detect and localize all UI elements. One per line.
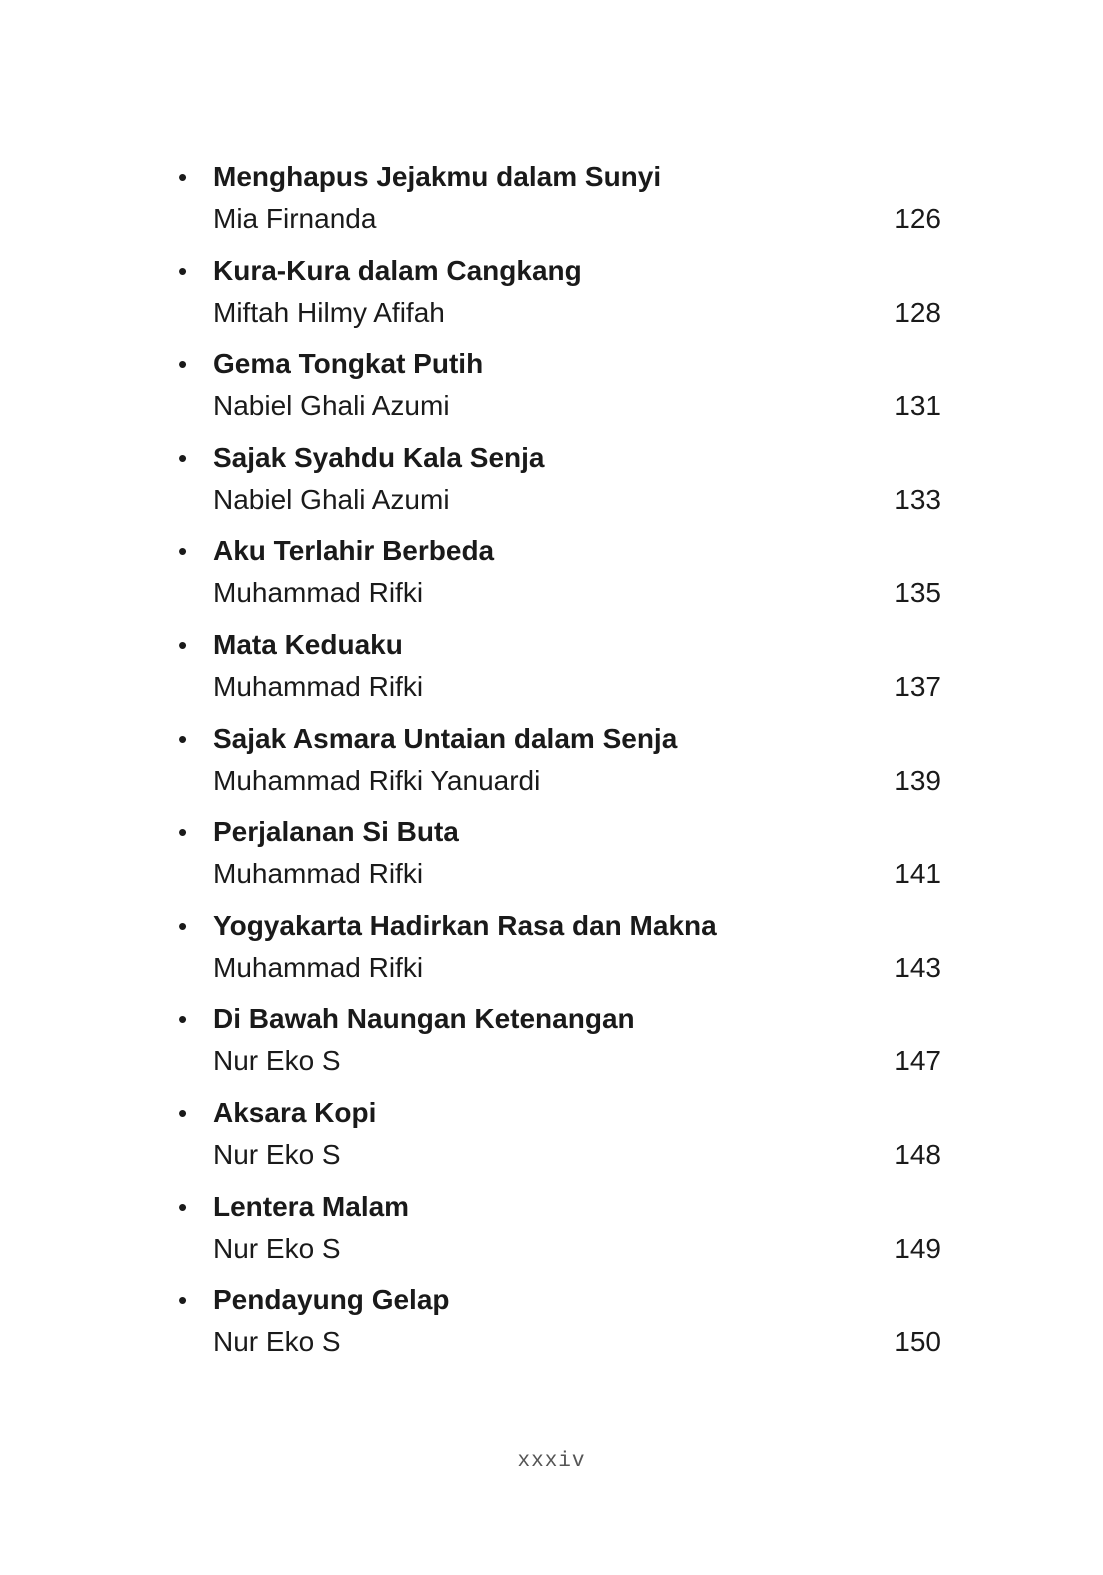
entry-title: Pendayung Gelap <box>213 1284 450 1316</box>
bullet-icon: • <box>178 536 188 567</box>
toc-entry <box>0 624 1103 718</box>
bullet-icon: • <box>178 910 188 941</box>
entry-title: Menghapus Jejakmu dalam Sunyi <box>213 161 662 192</box>
entry-page-number: 148 <box>894 1138 941 1170</box>
toc-entry <box>0 811 1103 905</box>
bullet-icon: • <box>178 1191 188 1222</box>
bullet-icon: • <box>178 162 188 192</box>
entry-author: Muhammad Rifki <box>213 951 424 983</box>
entry-author: Muhammad Rifki Yanuardi <box>213 764 541 796</box>
toc-entry <box>0 250 1103 344</box>
entry-page-number: 133 <box>894 483 941 515</box>
entry-title: Sajak Syahdu Kala Senja <box>213 441 545 473</box>
entry-author: Miftah Hilmy Afifah <box>213 296 445 328</box>
entry-title: Mata Keduaku <box>213 628 403 660</box>
toc-entry <box>0 343 1103 437</box>
entry-author: Muhammad Rifki <box>213 858 424 890</box>
entry-title: Kura-Kura dalam Cangkang <box>213 254 582 286</box>
bullet-icon: • <box>178 1285 188 1316</box>
entry-title: Lentera Malam <box>213 1190 410 1222</box>
entry-author: Mia Firnanda <box>213 203 377 234</box>
entry-author: Muhammad Rifki <box>213 577 424 609</box>
table-of-contents <box>0 156 1103 1373</box>
toc-entry <box>0 998 1103 1092</box>
entry-page-number: 126 <box>894 203 941 234</box>
toc-entry <box>0 437 1103 531</box>
bullet-icon: • <box>178 817 188 848</box>
entry-title: Aksara Kopi <box>213 1096 377 1128</box>
entry-page-number: 143 <box>894 951 941 983</box>
toc-entry <box>0 1279 1103 1373</box>
entry-author: Nur Eko S <box>213 1326 341 1358</box>
bullet-icon: • <box>178 255 188 286</box>
entry-author: Nabiel Ghali Azumi <box>213 483 450 515</box>
entry-page-number: 128 <box>894 296 941 328</box>
bullet-icon: • <box>178 349 188 380</box>
entry-author: Nur Eko S <box>213 1138 341 1170</box>
bullet-icon: • <box>178 1097 188 1128</box>
entry-page-number: 131 <box>894 390 941 422</box>
entry-page-number: 139 <box>894 764 941 796</box>
toc-entry <box>0 530 1103 624</box>
entry-author: Muhammad Rifki <box>213 670 424 702</box>
bullet-icon: • <box>178 1004 188 1035</box>
bullet-icon: • <box>178 723 188 754</box>
toc-entry <box>0 1092 1103 1186</box>
entry-page-number: 149 <box>894 1232 941 1264</box>
entry-page-number: 150 <box>894 1326 941 1358</box>
toc-entry <box>0 718 1103 812</box>
bullet-icon: • <box>178 629 188 660</box>
entry-title: Yogyakarta Hadirkan Rasa dan Makna <box>213 909 717 941</box>
entry-page-number: 135 <box>894 577 941 609</box>
entry-title: Aku Terlahir Berbeda <box>213 535 495 567</box>
entry-title: Sajak Asmara Untaian dalam Senja <box>213 722 678 754</box>
entry-page-number: 141 <box>894 858 941 890</box>
entry-page-number: 137 <box>894 670 941 702</box>
entry-title: Di Bawah Naungan Ketenangan <box>213 1003 635 1035</box>
entry-author: Nabiel Ghali Azumi <box>213 390 450 422</box>
entry-author: Nur Eko S <box>213 1045 341 1077</box>
entry-page-number: 147 <box>894 1045 941 1077</box>
entry-title: Perjalanan Si Buta <box>213 816 459 848</box>
toc-entry <box>0 1186 1103 1280</box>
toc-entry <box>0 156 1103 250</box>
toc-entry <box>0 905 1103 999</box>
entry-author: Nur Eko S <box>213 1232 341 1264</box>
entry-title: Gema Tongkat Putih <box>213 348 484 380</box>
bullet-icon: • <box>178 442 188 473</box>
page-folio: xxxiv <box>517 1450 586 1473</box>
